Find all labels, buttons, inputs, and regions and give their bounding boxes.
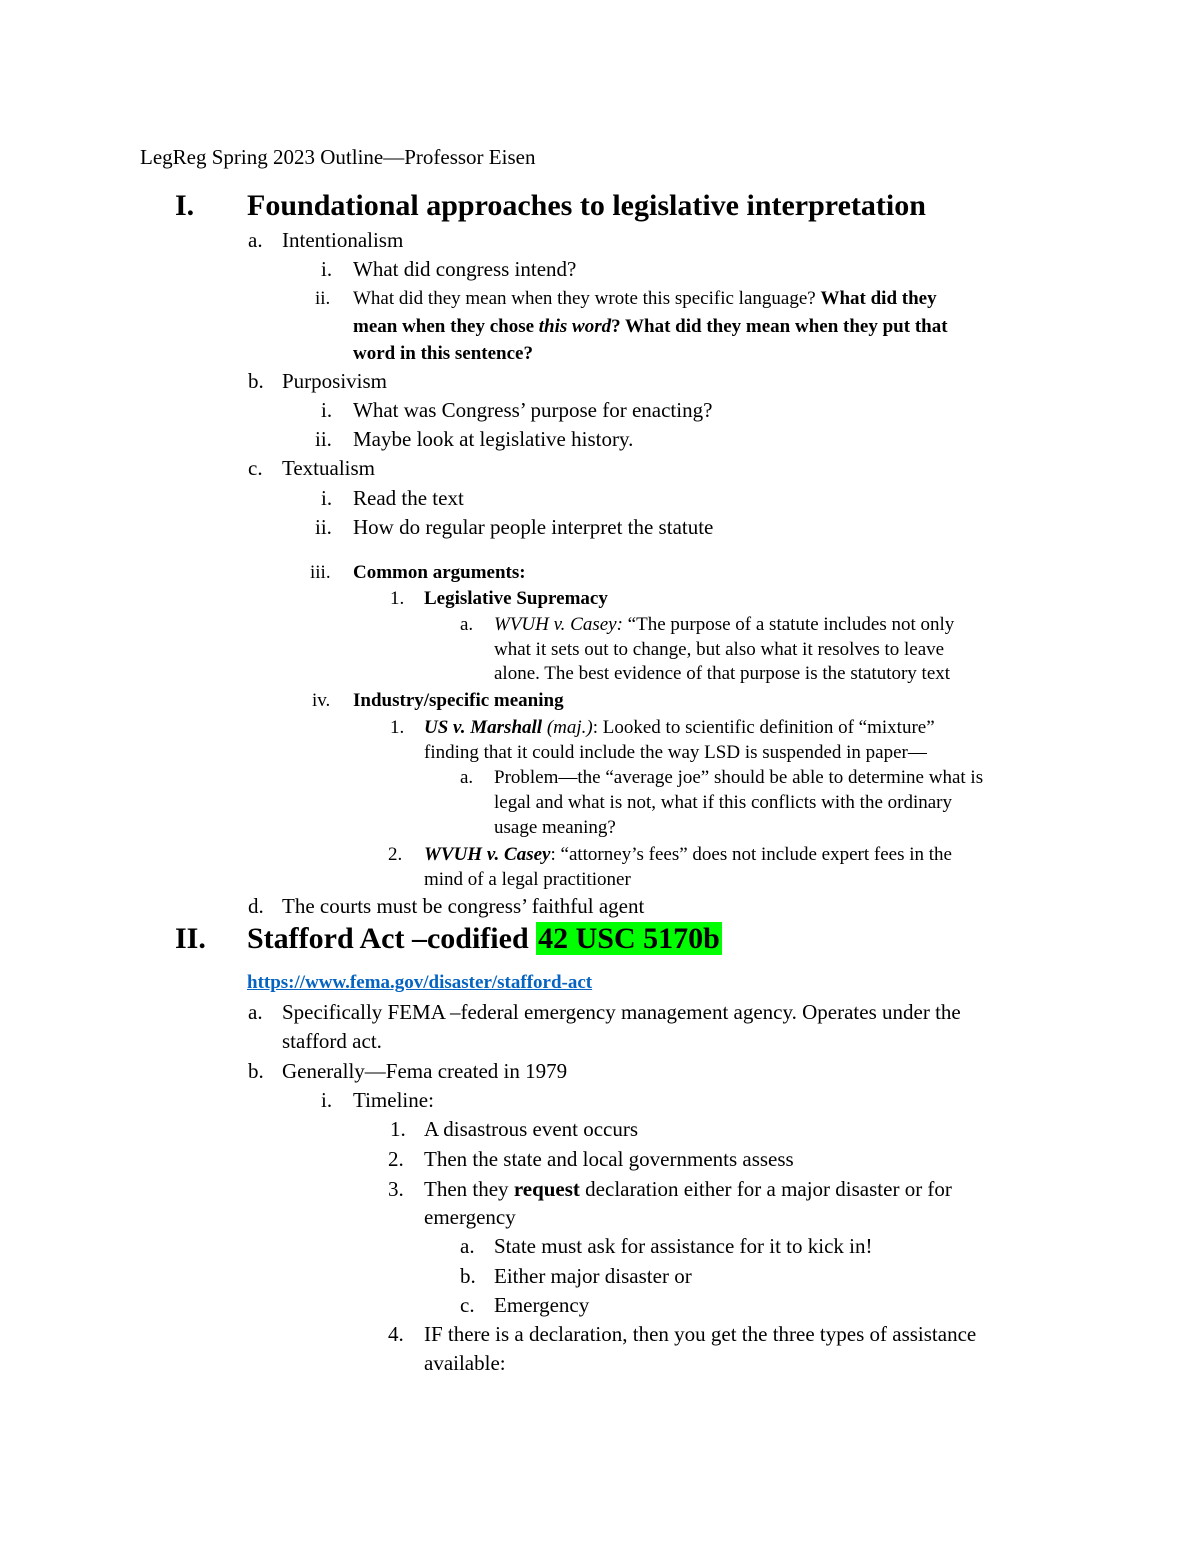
item-text: WVUH v. Casey: “attorney’s fees” does not include expert fees in the xyxy=(424,844,952,865)
item-text: available: xyxy=(424,1351,506,1375)
item-text: Industry/specific meaning xyxy=(353,690,564,711)
item-marker: 1. xyxy=(390,1117,406,1141)
item-text: Legislative Supremacy xyxy=(424,588,608,609)
item-marker: 2. xyxy=(388,1147,404,1171)
document-title: LegReg Spring 2023 Outline—Professor Eisen xyxy=(140,145,536,169)
item-text: IF there is a declaration, then you get the three types of assistance xyxy=(424,1322,977,1346)
item-text: US v. Marshall (maj.): Looked to scientific definition of “mixture” xyxy=(424,717,935,738)
item-text: usage meaning? xyxy=(494,817,616,838)
highlight-citation: 42 USC 5170b xyxy=(538,922,720,955)
item-marker: 1. xyxy=(390,588,405,609)
item-text: stafford act. xyxy=(282,1029,382,1053)
item-intentionalism: Intentionalism xyxy=(282,228,404,252)
item-marker: ii. xyxy=(315,427,332,451)
item-text: Read the text xyxy=(353,486,464,510)
item-marker: i. xyxy=(321,398,333,422)
item-text: The courts must be congress’ faithful agent xyxy=(282,894,645,918)
item-marker: 1. xyxy=(390,717,405,738)
item-text: How do regular people interpret the statute xyxy=(353,515,714,539)
item-text: Problem—the “average joe” should be able to determine what is xyxy=(494,767,984,788)
item-text: Emergency xyxy=(494,1293,590,1317)
section-2-marker: II. xyxy=(175,922,206,955)
item-marker: iv. xyxy=(312,690,331,711)
item-marker: ii. xyxy=(315,515,332,539)
item-marker: b. xyxy=(460,1264,476,1288)
item-marker: 4. xyxy=(388,1322,404,1346)
item-marker: i. xyxy=(321,1088,333,1112)
item-text: WVUH v. Casey: “The purpose of a statute includes not only xyxy=(494,614,955,635)
item-text: What was Congress’ purpose for enacting? xyxy=(353,398,713,422)
item-text: legal and what is not, what if this conflicts with the ordinary xyxy=(494,792,953,813)
section-1-marker: I. xyxy=(175,189,195,222)
item-text: State must ask for assistance for it to kick in! xyxy=(494,1234,873,1258)
item-text: finding that it could include the way LSD is suspended in paper— xyxy=(424,742,927,763)
item-marker: i. xyxy=(321,486,333,510)
item-text: What did they mean when they wrote this specific language? What did they xyxy=(353,288,937,309)
section-2-heading: Stafford Act –codified 42 USC 5170b xyxy=(247,922,720,955)
item-text: Common arguments: xyxy=(353,562,526,583)
item-marker: ii. xyxy=(315,288,331,309)
item-marker: iii. xyxy=(310,562,331,583)
item-text: A disastrous event occurs xyxy=(424,1117,639,1141)
item-marker: d. xyxy=(248,894,264,918)
section-1-heading: Foundational approaches to legislative interpretation xyxy=(247,189,926,222)
item-marker: a. xyxy=(248,1000,263,1024)
item-marker: a. xyxy=(460,1234,475,1258)
fema-link[interactable]: https://www.fema.gov/disaster/stafford-act xyxy=(247,972,593,993)
item-marker: b. xyxy=(248,369,264,393)
item-text: Either major disaster or xyxy=(494,1264,692,1288)
item-marker: c. xyxy=(460,1293,475,1317)
item-text: word in this sentence? xyxy=(353,343,533,364)
item-text: mind of a legal practitioner xyxy=(424,869,631,890)
item-marker: i. xyxy=(321,257,333,281)
item-purposivism: Purposivism xyxy=(282,369,388,393)
item-textualism: Textualism xyxy=(282,456,376,480)
item-marker: a. xyxy=(460,767,474,788)
item-marker: b. xyxy=(248,1059,264,1083)
item-marker: 2. xyxy=(388,844,403,865)
item-text: Then they request declaration either for a major disaster or for xyxy=(424,1177,952,1201)
item-text: Generally—Fema created in 1979 xyxy=(282,1059,568,1083)
item-text: Then the state and local governments assess xyxy=(424,1147,794,1171)
item-marker: a. xyxy=(460,614,474,635)
item-text: Timeline: xyxy=(353,1088,434,1112)
item-text: mean when they chose this word? What did they mean when they put that xyxy=(353,316,948,337)
item-text: alone. The best evidence of that purpose is the statutory text xyxy=(494,663,951,684)
item-marker: c. xyxy=(248,456,263,480)
item-text: What did congress intend? xyxy=(353,257,577,281)
item-text: Maybe look at legislative history. xyxy=(353,427,634,451)
item-text: emergency xyxy=(424,1205,516,1229)
item-marker: a. xyxy=(248,228,263,252)
item-text: what it sets out to change, but also what it resolves to leave xyxy=(494,639,945,660)
item-text: Specifically FEMA –federal emergency management agency. Operates under the xyxy=(282,1000,961,1024)
item-marker: 3. xyxy=(388,1177,404,1201)
